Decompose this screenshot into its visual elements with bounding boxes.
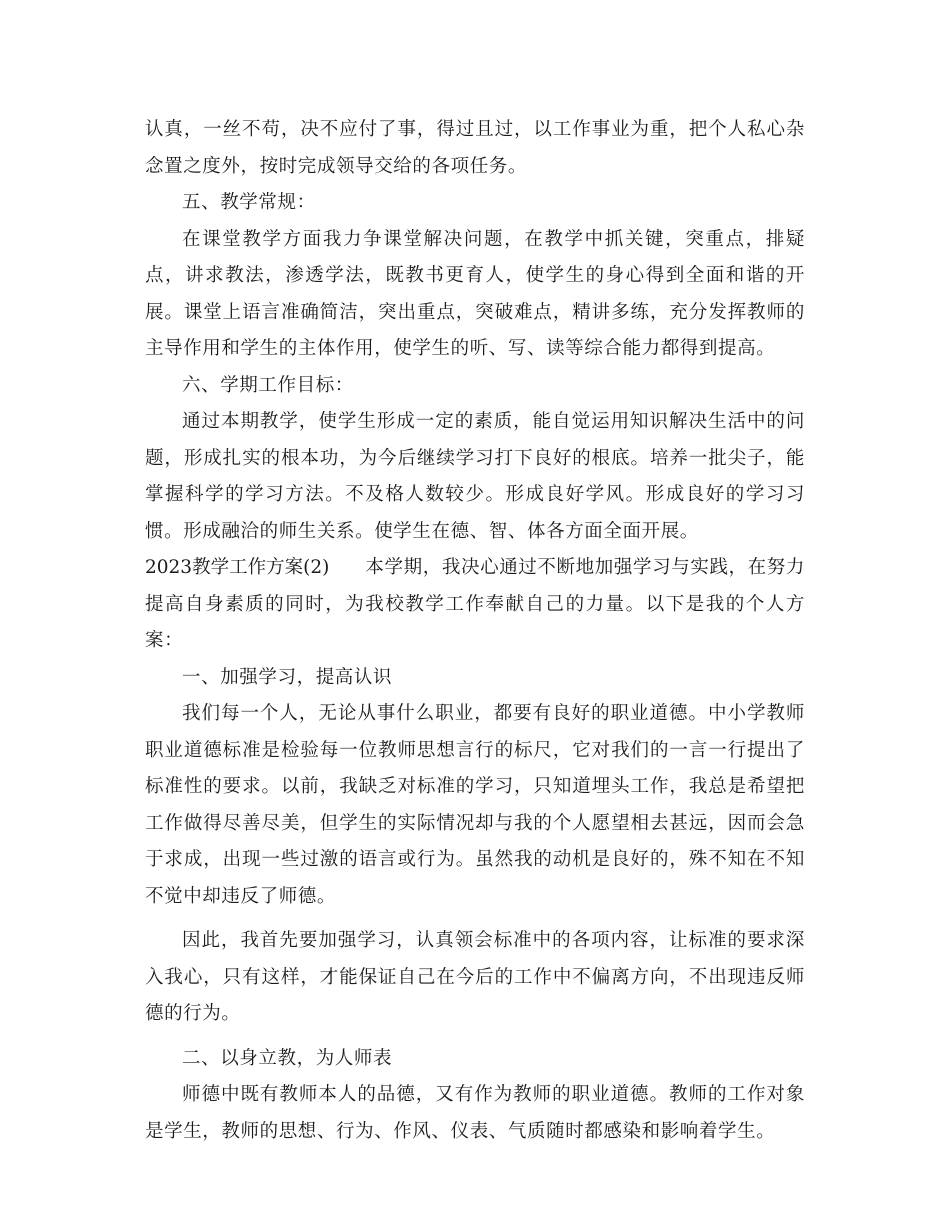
paragraph-teaching-routine: 在课堂教学方面我力争课堂解决问题，在教学中抓关键，突重点，排疑点，讲求教法，渗透学法，既教书更育人，使学生的身心得到全面和谐的开展。课堂上语言准确简洁，突出重点，突破难点，精讲多练，充分发挥教师的主导作用和学生的主体作用，使学生的听、写、读等综合能力都得到提高。 — [145, 228, 805, 359]
heading-lead-by-example: 二、以身立教，为人师表 — [182, 1047, 393, 1069]
paragraph-continuation: 认真，一丝不苟，决不应付了事，得过且过，以工作事业为重，把个人私心杂念置之度外，按时完成领导交给的各项任务。 — [145, 119, 805, 177]
paragraph-professional-ethics: 我们每一个人，无论从事什么职业，都要有良好的职业道德。中小学教师职业道德标准是检验每一位教师思想言行的标尺，它对我们的一言一行提出了标准性的要求。以前，我缺乏对标准的学习，只知道埋头工作，我总是希望把工作做得尽善尽美，但学生的实际情况却与我的个人愿望相去甚远，因而会急于求成，出现一些过激的语言或行为。虽然我的动机是良好的，殊不知在不知不觉中却违反了师德。 — [145, 703, 805, 907]
heading-semester-goals: 六、学期工作目标： — [182, 374, 354, 396]
paragraph-teacher-ethics: 师德中既有教师本人的品德，又有作为教师的职业道德。教师的工作对象是学生，教师的思想、行为、作风、仪表、气质随时都感染和影响着学生。 — [145, 1084, 805, 1142]
paragraph-therefore: 因此，我首先要加强学习，认真领会标准中的各项内容，让标准的要求深入我心，只有这样，才能保证自己在今后的工作中不偏离方向，不出现违反师德的行为。 — [145, 930, 805, 1024]
document-page — [145, 112, 805, 1150]
section-intro-text: 本学期，我决心通过不断地加强学习与实践，在努力提高自身素质的同时，为我校教学工作奉献自己的力量。以下是我的个人方案： — [145, 557, 805, 651]
heading-teaching-routine: 五、教学常规： — [182, 192, 316, 213]
paragraph-semester-goals: 通过本期教学，使学生形成一定的素质，能自觉运用知识解决生活中的问题，形成扎实的根本功，为今后继续学习打下良好的根底。培养一批尖子，能掌握科学的学习方法。不及格人数较少。形成良好学风。形成良好的学习习惯。形成融洽的师生关系。使学生在德、智、体各方面全面开展。 — [145, 411, 805, 542]
heading-strengthen-learning: 一、加强学习，提高认识 — [182, 666, 393, 688]
section-title: 2023教学工作方案(2) — [145, 557, 330, 578]
section-intro — [145, 550, 805, 660]
